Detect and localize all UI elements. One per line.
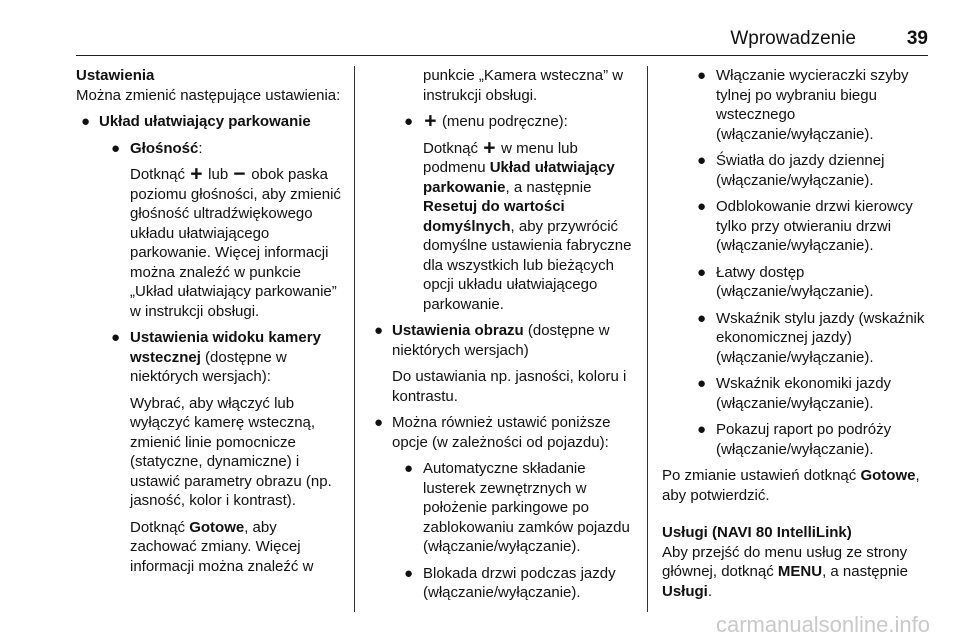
list-item: ● Blokada drzwi podczas jazdy (włączanie/wyłączanie). (404, 564, 616, 601)
list-item: ● Włączanie wycieraczki szyby tylnej po wybraniu biegu wstecznego (włączanie/wyłączanie). (697, 67, 909, 143)
services-text: Aby przejść do menu usług ze strony głównej, dotknąć MENU, a następnie Usługi. (662, 543, 908, 600)
column-divider (354, 66, 355, 612)
bullet: ● (81, 113, 91, 130)
reset-description: Dotknąć + w menu lub podmenu Układ ułatwiający parkowanie, a następnie Resetuj do wartości domyślnych, aby przywrócić domyślne ustawienia fabryczne dla wszystkich lub bieżących opcji układu ułatwiającego parkowanie. (423, 136, 632, 313)
plus-icon: + (483, 136, 496, 160)
list-item: ● Pokazuj raport po podróży (włączanie/wyłączanie). (697, 421, 892, 458)
list-item: ● Głośność: (111, 139, 203, 157)
bullet: ● (374, 322, 384, 339)
bullet: ● (697, 263, 707, 281)
bullet: ● (374, 414, 384, 431)
watermark: carmanualsonline.info (715, 612, 930, 637)
plus-icon: + (190, 162, 203, 187)
list-item: ● Automatyczne składanie lusterek zewnętrznych w położenie parkingowe po zablokowaniu zamków pojazdu (włączanie/wyłączanie). (404, 460, 630, 555)
column-1 (76, 66, 344, 583)
bullet: ● (697, 152, 707, 169)
list-item: ● Układ ułatwiający parkowanie (81, 113, 311, 130)
plus-icon: + (424, 109, 437, 134)
page-number: 39 (906, 28, 928, 49)
bullet: ● (404, 564, 414, 582)
bullet: ● (697, 309, 707, 327)
bullet: ● (111, 329, 121, 346)
camera-description: Wybrać, aby włączyć lub wyłączyć kamerę wsteczną, zmienić linie pomocnicze (statyczne, dynamiczne) i ustawić parametry obrazu (np. jasność, kolor i kontrast). (130, 394, 332, 509)
continued-text: punkcie „Kamera wsteczna” w instrukcji obsługi. (423, 67, 624, 104)
list-item: ● Można również ustawić poniższe opcje (w zależności od pojazdu): (374, 414, 611, 451)
image-settings-description: Do ustawiania np. jasności, koloru i kontrastu. (392, 368, 627, 405)
header-title: Wprowadzenie (730, 28, 856, 49)
list-item: ● Odblokowanie drzwi kierowcy tylko przy otwieraniu drzwi (włączanie/wyłączanie). (697, 198, 913, 254)
list-item: ● Wskaźnik ekonomiki jazdy (włączanie/wyłączanie). (697, 375, 892, 412)
intro-text: Można zmienić następujące ustawienia: (76, 86, 341, 104)
section-heading: Usługi (NAVI 80 IntelliLink) (662, 524, 852, 541)
column-3 (662, 66, 930, 608)
bullet: ● (404, 460, 414, 477)
bullet: ● (697, 375, 707, 392)
column-divider (647, 66, 648, 612)
bullet: ● (697, 198, 707, 215)
bullet: ● (111, 139, 121, 157)
bullet: ● (697, 421, 707, 438)
camera-done-text: Dotknąć Gotowe, aby zachować zmiany. Więcej informacji można znaleźć w (130, 518, 314, 575)
column-2 (369, 66, 637, 610)
bullet: ● (404, 113, 414, 130)
volume-description: Dotknąć + lub − obok paska poziomu głośności, aby zmienić głośność ultradźwiękowego układu ułatwiającego parkowanie. Więcej informacji można znaleźć w punkcie „Układ ułatwiający parkowanie” w instrukcji obsługi. (130, 162, 341, 320)
section-heading: Ustawienia (76, 67, 155, 84)
list-item: ● Ustawienia widoku kamery wstecznej (dostępne w niektórych wersjach): (111, 329, 321, 385)
list-item: ● + (menu podręczne): (369, 112, 637, 132)
list-item: ● Wskaźnik stylu jazdy (wskaźnik ekonomicznej jazdy) (włączanie/wyłączanie). (697, 309, 925, 366)
minus-icon: − (233, 162, 246, 187)
list-item: ● Ustawienia obrazu (dostępne w niektórych wersjach) (374, 322, 610, 359)
list-item: ● Łatwy dostęp (włączanie/wyłączanie). (697, 263, 874, 300)
list-item: ● Światła do jazdy dziennej (włączanie/wyłączanie). (697, 152, 885, 189)
header-rule (76, 55, 928, 56)
page-header (76, 28, 928, 52)
confirm-text: Po zmianie ustawień dotknąć Gotowe, aby potwierdzić. (662, 467, 920, 504)
bullet: ● (697, 67, 707, 84)
